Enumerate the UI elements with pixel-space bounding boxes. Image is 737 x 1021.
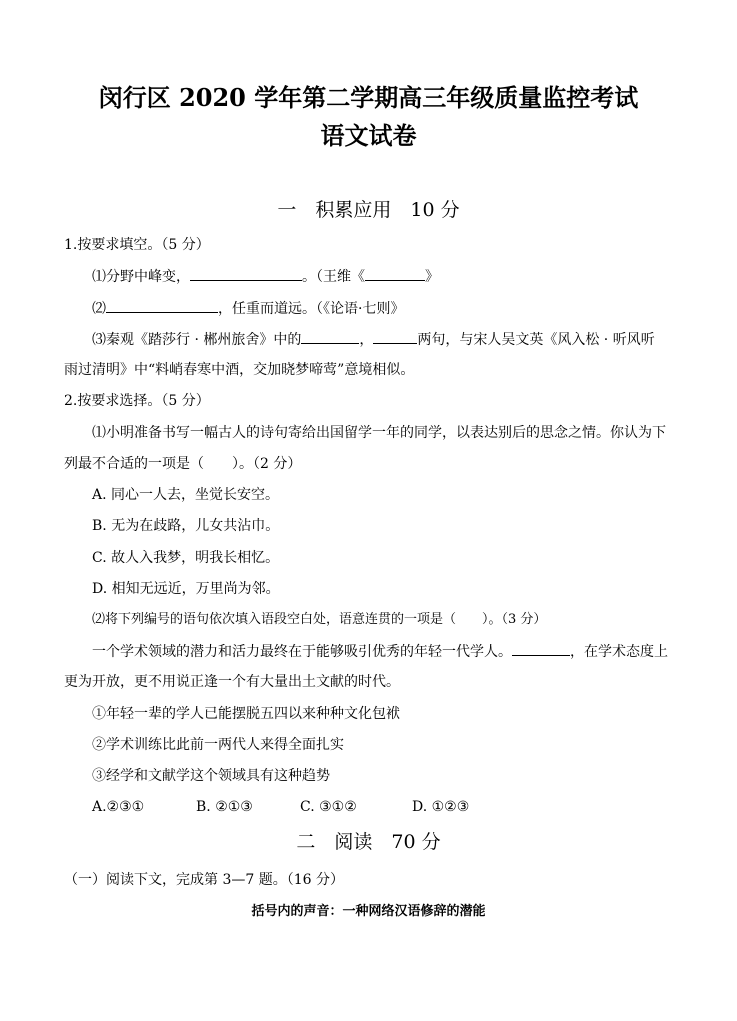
q1-item-3-text-a: ⑶秦观《踏莎行 · 郴州旅舍》中的 [92, 332, 302, 348]
choice-b[interactable]: B. ②①③ [196, 799, 253, 815]
sentence-3: ③经学和文献学这个领域具有这种趋势 [92, 768, 330, 784]
q2-stem: 2.按要求选择。（5 分） [64, 393, 210, 409]
answer-blank[interactable] [512, 641, 570, 656]
q1-item-1-text-a: ⑴分野中峰变， [92, 269, 190, 285]
q1-item-1-text-c: 》 [425, 269, 439, 285]
choice-c[interactable]: C. ③①② [300, 799, 357, 815]
option-d[interactable]: D. 相知无远近，万里尚为邻。 [92, 581, 280, 597]
q1-item-1-text-b: 。（王维《 [302, 269, 365, 285]
option-a[interactable]: A. 同心一人去，坐觉长安空。 [92, 487, 280, 503]
answer-blank[interactable] [190, 266, 302, 281]
section-1-heading: 一 积累应用 10 分 [277, 199, 460, 221]
q1-item-1 [92, 266, 439, 287]
exam-title: 闵行区 2020 学年第二学期高三年级质量监控考试 [98, 83, 639, 112]
answer-blank[interactable] [365, 266, 425, 281]
option-c[interactable]: C. 故人入我梦，明我长相忆。 [92, 550, 280, 566]
passage-line-2: 更为开放，更不用说正逢一个有大量出土文献的时代。 [64, 674, 400, 690]
passage-line-1 [92, 641, 668, 662]
section-2-heading: 二 阅读 70 分 [296, 831, 441, 853]
exam-subtitle: 语文试卷 [320, 121, 417, 150]
answer-blank[interactable] [373, 329, 417, 344]
q1-item-2 [92, 298, 404, 319]
sentence-2: ②学术训练比此前一两代人来得全面扎实 [92, 737, 344, 753]
sentence-1: ①年轻一辈的学人已能摆脱五四以来种种文化包袱 [92, 706, 400, 722]
q1-stem: 1.按要求填空。（5 分） [64, 237, 210, 253]
q2-part1-line1: ⑴小明准备书写一幅古人的诗句寄给出国留学一年的同学，以表达别后的思念之情。你认为下 [92, 425, 666, 441]
q1-item-3-text-b: ， [359, 332, 374, 348]
choice-a[interactable]: A.②③① [92, 799, 145, 815]
q2-part1-line2: 列最不合适的一项是（ ）。（2 分） [64, 456, 302, 472]
answer-blank[interactable] [301, 329, 359, 344]
choice-d[interactable]: D. ①②③ [412, 799, 470, 815]
q1-item-2-text-a: ⑵ [92, 301, 106, 317]
option-b[interactable]: B. 无为在歧路，儿女共沾巾。 [92, 518, 280, 534]
passage-text-b: ，在学术态度上 [570, 644, 668, 660]
q2-part2: ⑵将下列编号的语句依次填入语段空白处，语意连贯的一项是（ ）。（3 分） [92, 612, 547, 627]
q1-item-3-cont: 雨过清明》中“料峭春寒中酒，交加晓梦啼莺”意境相似。 [64, 362, 415, 378]
q1-item-3 [92, 329, 655, 350]
reading-intro: （一）阅读下文，完成第 3—7 题。（16 分） [64, 872, 344, 888]
article-title: 括号内的声音：一种网络汉语修辞的潜能 [251, 904, 486, 919]
passage-text-a: 一个学术领域的潜力和活力最终在于能够吸引优秀的年轻一代学人。 [92, 644, 512, 660]
q1-item-2-text-b: ，任重而道远。（《论语·七则》 [218, 301, 405, 317]
q1-item-3-text-c: 两句，与宋人吴文英《风入松 · 听风听 [417, 332, 655, 348]
answer-blank[interactable] [106, 298, 218, 313]
answer-choices [92, 797, 469, 817]
